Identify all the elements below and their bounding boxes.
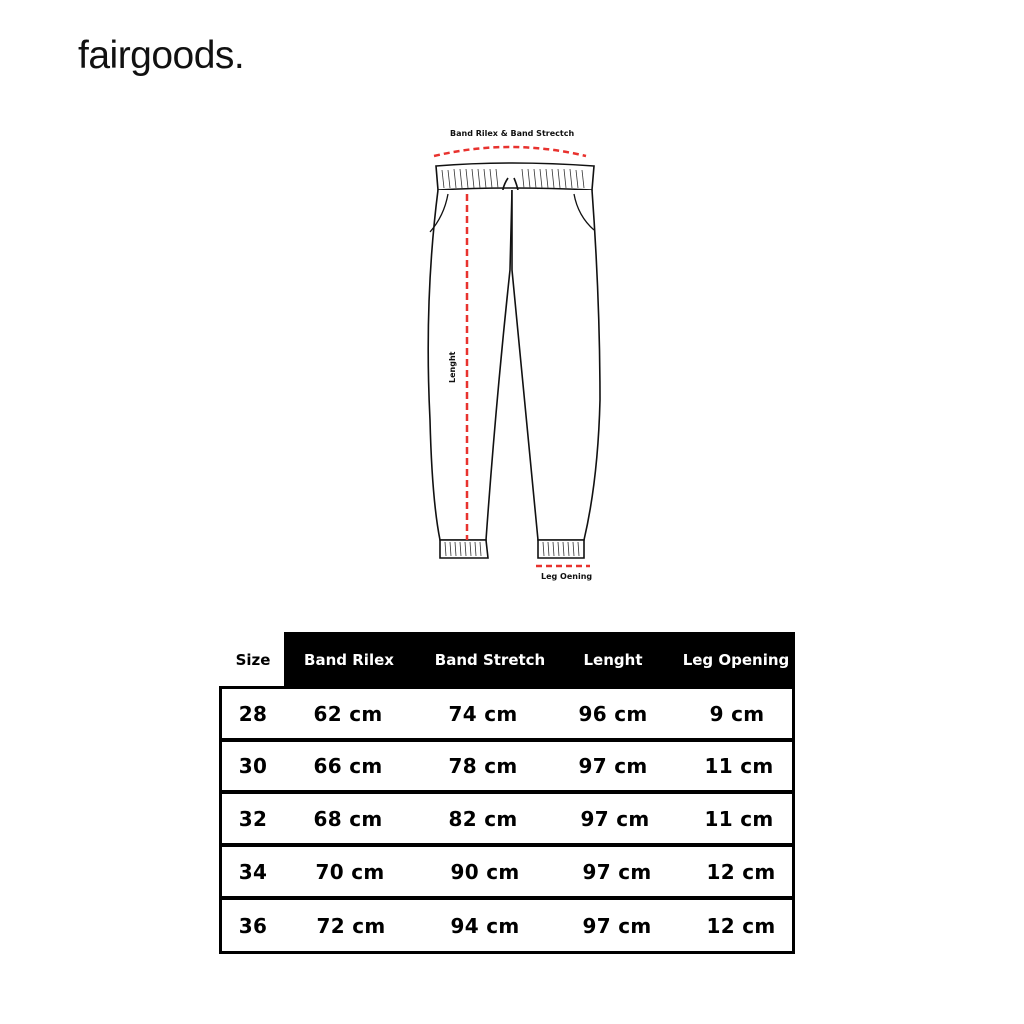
header-band-stretch: Band Stretch [434, 651, 546, 669]
cell-length: 96 cm [578, 701, 648, 726]
cell-band-stretch: 90 cm [450, 859, 520, 884]
leg-opening-label: Leg Oening [541, 572, 593, 581]
cell-size: 30 [238, 754, 268, 778]
header-leg-opening: Leg Opening [682, 651, 790, 669]
cell-leg-opening: 12 cm [706, 913, 776, 938]
cell-band-stretch: 74 cm [448, 701, 518, 726]
cell-length: 97 cm [582, 859, 652, 884]
cell-length: 97 cm [580, 806, 650, 831]
size-header: Size [235, 651, 271, 669]
cell-band-stretch: 82 cm [448, 806, 518, 831]
cell-leg-opening: 11 cm [704, 754, 774, 778]
header-band-rilex: Band Rilex [304, 651, 394, 669]
cell-leg-opening: 12 cm [706, 859, 776, 884]
table-header [284, 632, 795, 686]
cell-band-stretch: 94 cm [450, 913, 520, 938]
cell-band-rilex: 70 cm [315, 859, 385, 884]
cell-band-rilex: 72 cm [316, 913, 386, 938]
table-row [222, 847, 792, 896]
header-length: Lenght [583, 651, 643, 669]
cell-size: 36 [238, 913, 268, 938]
cell-band-stretch: 78 cm [448, 754, 518, 778]
cell-band-rilex: 66 cm [313, 754, 383, 778]
cell-size: 28 [238, 701, 268, 726]
table-row [222, 794, 792, 843]
table-row [222, 689, 792, 738]
cell-length: 97 cm [578, 754, 648, 778]
brand-logo: fairgoods. [78, 34, 245, 77]
table-row [222, 742, 792, 790]
band-measure-line [434, 147, 586, 156]
cell-leg-opening: 9 cm [709, 701, 765, 726]
band-label: Band Rilex & Band Strectch [450, 129, 575, 138]
table-row [222, 900, 792, 951]
cell-size: 32 [238, 806, 268, 831]
cell-leg-opening: 11 cm [704, 806, 774, 831]
cell-size: 34 [238, 859, 268, 884]
cell-band-rilex: 62 cm [313, 701, 383, 726]
cell-length: 97 cm [582, 913, 652, 938]
table-body [219, 686, 795, 954]
cell-band-rilex: 68 cm [313, 806, 383, 831]
length-label: Lenght [448, 351, 457, 383]
